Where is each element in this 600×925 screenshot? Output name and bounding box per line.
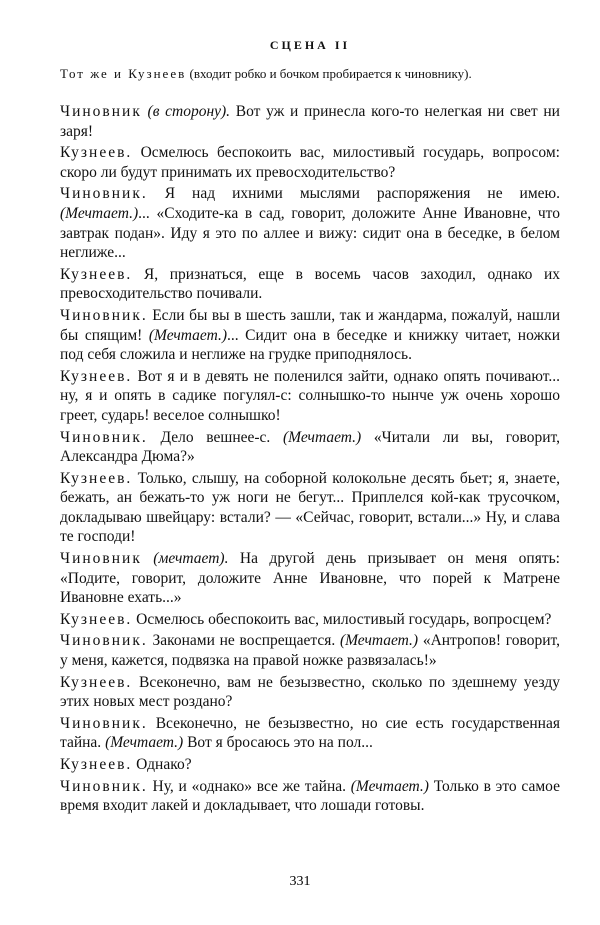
speech-text: ... «Сходите-ка в сад, говорит, доложите Анне Ивановне, что завтрак подан». Иду я это по аллее и вижу: сидит она в беседке, в белом неглиже... bbox=[60, 204, 560, 262]
stage-aside: (Мечтает.) bbox=[105, 734, 184, 752]
stage-aside: (Мечтает.) bbox=[283, 428, 362, 446]
page-number: 331 bbox=[289, 874, 311, 889]
speech-text: «Читали ли вы, говорит, Александра Дюма?» bbox=[60, 428, 560, 466]
speaker-name: Кузнеев. bbox=[60, 367, 133, 385]
scene-title: СЦЕНА II bbox=[269, 38, 351, 52]
dialogue-line bbox=[60, 265, 560, 304]
speaker-name: Чиновник. bbox=[60, 306, 148, 324]
speech-text: ... Сидит она в беседке и книжку читает, ножки под себя сложила и неглиже на грудке приподнялось. bbox=[60, 326, 561, 364]
speech-text: Я, признаться, еще в восемь часов заходил, однако их превосходительство почивали. bbox=[60, 265, 560, 303]
speaker-name: Кузнеев. bbox=[60, 469, 133, 487]
speech-text: Осмелюсь беспокоить вас, милостивый государь, вопросом: скоро ли будут принимать их превосходительство? bbox=[60, 144, 560, 181]
stage-aside: (Мечтает.) bbox=[339, 632, 419, 650]
dialogue-line bbox=[60, 610, 560, 630]
dialogue-line bbox=[60, 428, 560, 467]
speech-text: Дело вешнее-с. bbox=[147, 428, 284, 446]
stage-aside: (мечтает). bbox=[141, 550, 229, 568]
speaker-name: Кузнеев. bbox=[60, 673, 133, 691]
speech-text: Я над ихними мыслями распоряжения не имею. bbox=[147, 185, 560, 203]
speech-text: Всеконечно, не безызвестно, но сие есть государственная тайна. bbox=[60, 714, 560, 752]
dialogue-line bbox=[60, 102, 560, 141]
speech-text: Всеконечно, вам не безызвестно, сколько по здешнему уезду этих новых мест роздано? bbox=[60, 673, 560, 711]
speaker-name: Чиновник. bbox=[60, 777, 148, 795]
dialogue-line bbox=[60, 714, 560, 753]
speech-text: Если бы вы в шесть зашли, так и жандарма, пожалуй, нашли бы спящим! bbox=[60, 306, 560, 344]
speaker-name: Чиновник. bbox=[60, 632, 148, 650]
speaker-name: Чиновник. bbox=[60, 428, 148, 446]
dialogue-line bbox=[60, 143, 560, 182]
stage-aside: (в сторону). bbox=[141, 103, 231, 120]
dialogue-line bbox=[60, 469, 560, 547]
stage-aside: (Мечтает.) bbox=[148, 326, 228, 344]
speech-text: Законами не воспрещается. bbox=[147, 632, 340, 650]
speech-text: Осмелюсь обеспокоить вас, милостивый государь, вопросцем? bbox=[132, 610, 552, 628]
dialogue-line bbox=[60, 549, 560, 608]
dialogue-line bbox=[60, 777, 560, 816]
speech-text: На другой день призывает он меня опять: «Подите, говорит, доложите Анне Ивановне, что порей к Матрене Ивановне ехать...» bbox=[60, 550, 560, 607]
speaker-name: Чиновник bbox=[60, 103, 142, 120]
speech-text: Вот уж и принесла кого-то нелегкая ни свет ни заря! bbox=[60, 103, 560, 140]
speech-text: «Антропов! говорит, у меня, кажется, подвязка на правой ножке развязалась!» bbox=[60, 632, 560, 670]
speech-text: Ну, и «однако» все же тайна. bbox=[147, 777, 351, 795]
speech-text: Только в это самое время входит лакей и докладывает, что лошади готовы. bbox=[60, 777, 560, 815]
speech-text: Вот я бросаюсь это на пол... bbox=[183, 734, 373, 752]
speaker-name: Чиновник. bbox=[60, 185, 148, 203]
speaker-name: Чиновник. bbox=[60, 714, 148, 732]
speaker-name: Кузнеев. bbox=[60, 265, 133, 283]
stage-direction-speakers: Тот же и Кузнеев bbox=[60, 66, 187, 81]
speech-text: Вот я и в девять не поленился зайти, однако опять почивают... ну, я и опять в садике погулял-с: солнышко-то нынче уж очень хорошо греет, сударь! веселое солнышко! bbox=[60, 367, 560, 424]
stage-aside: (Мечтает.) bbox=[350, 777, 429, 795]
speaker-name: Кузнеев. bbox=[60, 144, 133, 162]
stage-direction-text: (входит робко и бочком пробирается к чиновнику). bbox=[189, 66, 472, 81]
dialogue-line bbox=[60, 184, 560, 262]
stage-direction bbox=[60, 65, 560, 82]
stage-aside: (Мечтает.) bbox=[60, 204, 139, 222]
dialogue bbox=[60, 102, 560, 816]
dialogue-line bbox=[60, 631, 560, 670]
speaker-name: Чиновник bbox=[60, 550, 142, 568]
speaker-name: Кузнеев. bbox=[60, 610, 133, 628]
speech-text: Только, слышу, на соборной колокольне десять бьет; я, знаете, бежать, ан бежать-то уж ноги не бегут... Приплелся кой-как трусочком, докладываю швейцару: встали? — «Сейчас, говорит, встали...» Ну, и слава те господи! bbox=[60, 469, 560, 546]
speech-text: Однако? bbox=[132, 756, 192, 773]
dialogue-line bbox=[60, 755, 560, 775]
dialogue-line bbox=[60, 673, 560, 712]
speaker-name: Кузнеев. bbox=[60, 756, 133, 773]
dialogue-line bbox=[60, 367, 560, 426]
dialogue-line bbox=[60, 306, 560, 365]
